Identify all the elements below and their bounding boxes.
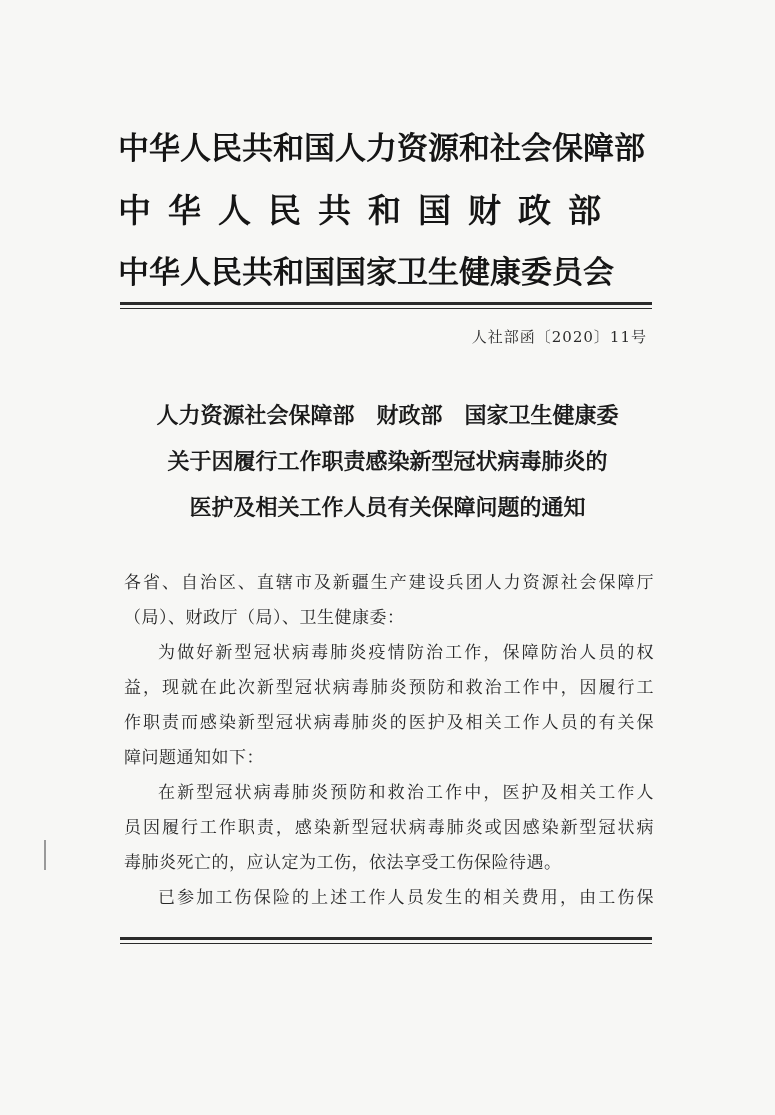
addressee-line-2: （局）、财政厅（局）、卫生健康委： (124, 608, 405, 628)
paragraph-1-line-3: 作职责而感染新型冠状病毒肺炎的医护及相关工作人员的有关保 (124, 713, 654, 733)
agency-name-hrss: 中华人民共和国人力资源和社会保障部 (118, 131, 645, 167)
title-line-1: 人力资源社会保障部 财政部 国家卫生健康委 (156, 404, 619, 429)
document-body (124, 566, 654, 916)
document-number: 人社部函〔2020〕11号 (471, 328, 647, 346)
paragraph-1-line-2: 益，现就在此次新型冠状病毒肺炎预防和救治工作中，因履行工 (124, 678, 654, 698)
paragraph-2-line-2: 员因履行工作职责，感染新型冠状病毒肺炎或因感染新型冠状病 (124, 818, 654, 838)
paragraph-2-line-3: 毒肺炎死亡的，应认定为工伤，依法享受工伤保险待遇。 (124, 853, 562, 873)
title-line-2: 关于因履行工作职责感染新型冠状病毒肺炎的 (167, 450, 608, 475)
document-title (120, 394, 655, 532)
letterhead-divider (120, 302, 652, 309)
paragraph-3-line-1: 已参加工伤保险的上述工作人员发生的相关费用，由工伤保 (158, 888, 654, 908)
paragraph-1-line-4: 障问题通知如下： (124, 748, 264, 768)
scan-margin-mark (44, 840, 46, 870)
paragraph-1-line-1: 为做好新型冠状病毒肺炎疫情防治工作，保障防治人员的权 (158, 643, 654, 663)
title-line-3: 医护及相关工作人员有关保障问题的通知 (189, 496, 586, 521)
agency-name-finance: 中华人民共和国财政部 (118, 191, 618, 230)
agency-name-health: 中华人民共和国国家卫生健康委员会 (118, 255, 614, 291)
letterhead (118, 118, 653, 304)
addressee-line-1: 各省、自治区、直辖市及新疆生产建设兵团人力资源社会保障厅 (124, 573, 654, 593)
paragraph-2-line-1: 在新型冠状病毒肺炎预防和救治工作中，医护及相关工作人 (158, 783, 654, 803)
footer-divider (120, 937, 652, 944)
